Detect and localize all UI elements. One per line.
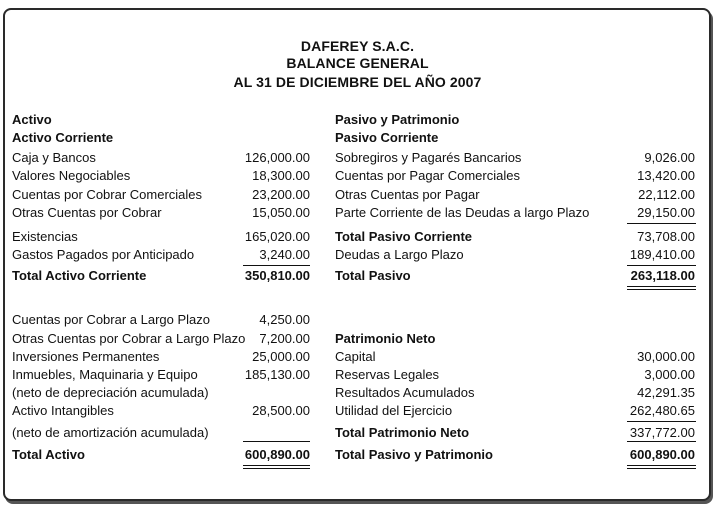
total-equity-value: 337,772.00 bbox=[629, 425, 695, 440]
total-double-rule bbox=[627, 465, 696, 469]
asset-value: 126,000.00 bbox=[244, 150, 310, 165]
subtotal-rule bbox=[627, 441, 696, 442]
asset-label: Gastos Pagados por Anticipado bbox=[12, 247, 195, 262]
asset-label: Valores Negociables bbox=[12, 168, 131, 183]
asset-value: 3,240.00 bbox=[259, 247, 310, 262]
liability-value: 29,150.00 bbox=[637, 205, 695, 220]
equity-value: 42,291.35 bbox=[637, 385, 695, 400]
total-liabilities-equity-label: Total Pasivo y Patrimonio bbox=[335, 447, 493, 462]
subtotal-rule bbox=[243, 441, 310, 442]
asset-label: Inmuebles, Maquinaria y Equipo bbox=[12, 367, 198, 382]
total-double-rule bbox=[627, 286, 696, 290]
liability-label: Cuentas por Pagar Comerciales bbox=[335, 168, 520, 183]
asset-label: Existencias bbox=[12, 229, 78, 244]
current-assets-heading: Activo Corriente bbox=[12, 130, 114, 145]
asset-value: 28,500.00 bbox=[252, 403, 310, 418]
equity-label: Capital bbox=[335, 349, 376, 364]
total-current-liabilities-value: 73,708.00 bbox=[637, 229, 695, 244]
total-double-rule bbox=[243, 465, 310, 469]
liability-value: 9,026.00 bbox=[644, 150, 695, 165]
subtotal-rule bbox=[627, 421, 696, 422]
total-current-assets-value: 350,810.00 bbox=[244, 268, 310, 283]
subtotal-rule bbox=[243, 265, 310, 266]
total-current-liabilities-label: Total Pasivo Corriente bbox=[335, 229, 473, 244]
equity-value: 3,000.00 bbox=[644, 367, 695, 382]
liability-value: 22,112.00 bbox=[638, 187, 695, 202]
subtotal-rule bbox=[627, 223, 696, 224]
report-date: AL 31 DE DICIEMBRE DEL AÑO 2007 bbox=[233, 74, 482, 90]
liability-label: Sobregiros y Pagarés Bancarios bbox=[335, 150, 522, 165]
asset-label: Caja y Bancos bbox=[12, 150, 96, 165]
equity-label: Reservas Legales bbox=[335, 367, 440, 382]
asset-label: Cuentas por Cobrar Comerciales bbox=[12, 187, 203, 202]
total-current-assets-label: Total Activo Corriente bbox=[12, 268, 147, 283]
asset-label: Otras Cuentas por Cobrar bbox=[12, 205, 162, 220]
liability-value: 189,410.00 bbox=[629, 247, 695, 262]
asset-value: 7,200.00 bbox=[259, 331, 310, 346]
total-liabilities-equity-value: 600,890.00 bbox=[629, 447, 695, 462]
current-liabilities-heading: Pasivo Corriente bbox=[335, 130, 439, 145]
asset-value: 165,020.00 bbox=[244, 229, 310, 244]
asset-value: 23,200.00 bbox=[252, 187, 310, 202]
asset-label: Cuentas por Cobrar a Largo Plazo bbox=[12, 312, 211, 327]
asset-value: 25,000.00 bbox=[252, 349, 310, 364]
report-title: BALANCE GENERAL bbox=[286, 55, 429, 71]
asset-value: 185,130.00 bbox=[244, 367, 310, 382]
total-assets-label: Total Activo bbox=[12, 447, 85, 462]
subtotal-rule bbox=[627, 265, 696, 266]
asset-note: (neto de depreciación acumulada) bbox=[12, 385, 209, 400]
asset-value: 18,300.00 bbox=[252, 168, 310, 183]
asset-label: Inversiones Permanentes bbox=[12, 349, 160, 364]
company-name: DAFEREY S.A.C. bbox=[300, 38, 415, 54]
total-assets-value: 600,890.00 bbox=[244, 447, 310, 462]
equity-heading: Patrimonio Neto bbox=[335, 331, 436, 346]
liability-value: 13,420.00 bbox=[637, 168, 695, 183]
liability-label: Deudas a Largo Plazo bbox=[335, 247, 464, 262]
equity-label: Resultados Acumulados bbox=[335, 385, 475, 400]
asset-label: Otras Cuentas por Cobrar a Largo Plazo bbox=[12, 331, 246, 346]
total-liabilities-value: 263,118.00 bbox=[630, 268, 695, 283]
equity-value: 262,480.65 bbox=[629, 403, 695, 418]
equity-label: Utilidad del Ejercicio bbox=[335, 403, 453, 418]
asset-value: 15,050.00 bbox=[252, 205, 310, 220]
assets-heading: Activo bbox=[12, 112, 52, 127]
liability-label: Otras Cuentas por Pagar bbox=[335, 187, 480, 202]
liabilities-equity-heading: Pasivo y Patrimonio bbox=[335, 112, 460, 127]
total-equity-label: Total Patrimonio Neto bbox=[335, 425, 470, 440]
total-liabilities-label: Total Pasivo bbox=[335, 268, 411, 283]
liability-label: Parte Corriente de las Deudas a largo Plazo bbox=[335, 205, 590, 220]
asset-label: Activo Intangibles bbox=[12, 403, 114, 418]
asset-note: (neto de amortización acumulada) bbox=[12, 425, 209, 440]
equity-value: 30,000.00 bbox=[637, 349, 695, 364]
asset-value: 4,250.00 bbox=[259, 312, 310, 327]
